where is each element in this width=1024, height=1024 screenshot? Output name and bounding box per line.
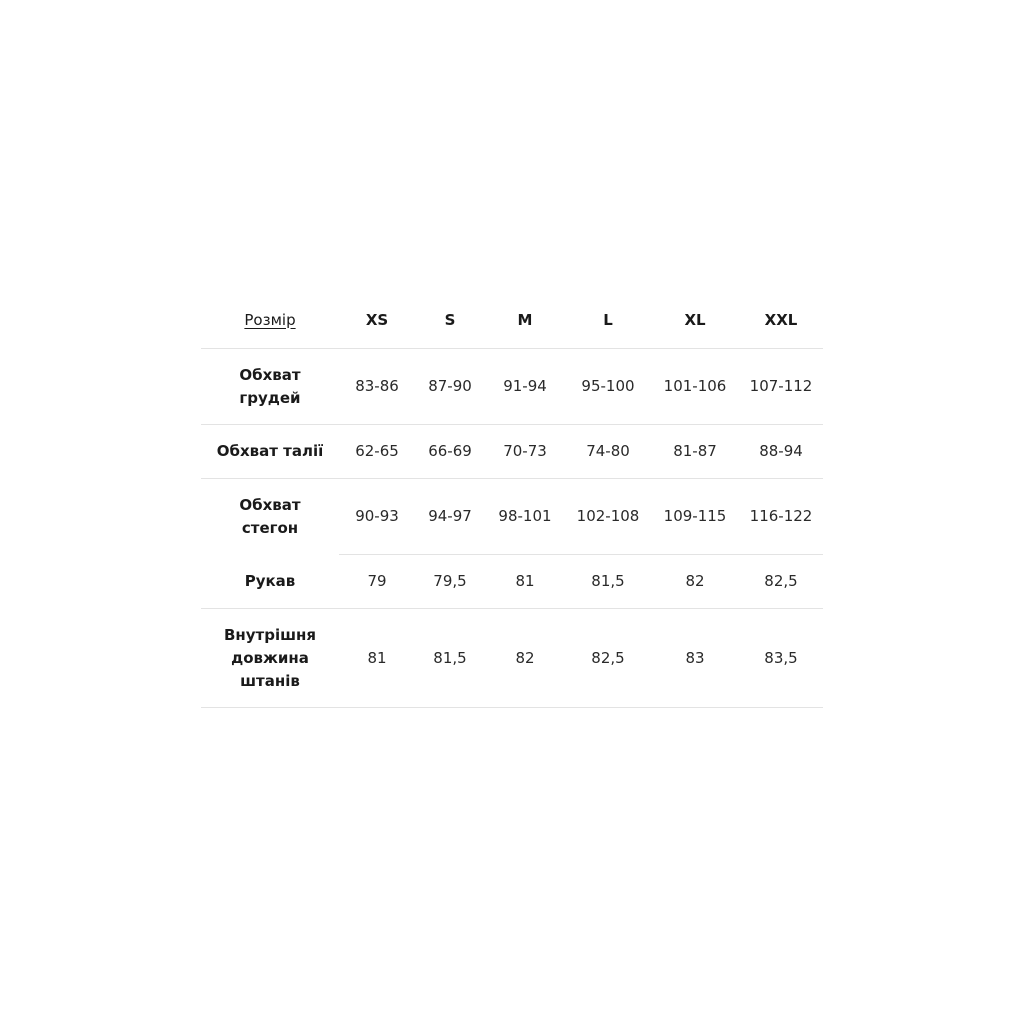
row-label-sleeve: Рукав (201, 555, 339, 609)
table-cell: 94-97 (415, 479, 485, 555)
table-cell: 79 (339, 555, 415, 609)
table-cell: 82 (485, 609, 565, 708)
table-cell: 74-80 (565, 425, 651, 479)
table-cell: 83 (651, 609, 739, 708)
table-row-waist (201, 425, 823, 479)
table-cell: 81,5 (565, 555, 651, 609)
size-guide-link[interactable]: Розмір (244, 310, 296, 329)
table-cell: 81 (485, 555, 565, 609)
size-chart-table (201, 292, 823, 708)
row-label-inseam: Внутрішня довжина штанів (201, 609, 339, 708)
table-cell: 70-73 (485, 425, 565, 479)
size-xs-header: XS (339, 292, 415, 349)
size-m-header: M (485, 292, 565, 349)
row-label-chest: Обхват грудей (201, 349, 339, 425)
table-cell: 95-100 (565, 349, 651, 425)
table-cell: 81 (339, 609, 415, 708)
table-cell: 107-112 (739, 349, 823, 425)
size-s-header: S (415, 292, 485, 349)
table-cell: 90-93 (339, 479, 415, 555)
table-cell: 102-108 (565, 479, 651, 555)
table-row-chest (201, 349, 823, 425)
row-label-waist: Обхват талії (201, 425, 339, 479)
table-cell: 82,5 (565, 609, 651, 708)
row-label-hips: Обхват стегон (239, 495, 301, 537)
size-xl-header: XL (651, 292, 739, 349)
header-row (201, 292, 823, 349)
table-row-sleeve (201, 555, 823, 609)
size-header-cell (201, 292, 339, 349)
table-cell: 62-65 (339, 425, 415, 479)
table-cell: 109-115 (651, 479, 739, 555)
table-cell: 101-106 (651, 349, 739, 425)
table-cell: 91-94 (485, 349, 565, 425)
size-l-header: L (565, 292, 651, 349)
size-xxl-header: XXL (739, 292, 823, 349)
table-cell: 81-87 (651, 425, 739, 479)
table-cell: 82 (651, 555, 739, 609)
table-cell: 83,5 (739, 609, 823, 708)
table-cell: 88-94 (739, 425, 823, 479)
table-cell: 81,5 (415, 609, 485, 708)
table-cell: 83-86 (339, 349, 415, 425)
table-cell: 82,5 (739, 555, 823, 609)
table-cell: 79,5 (415, 555, 485, 609)
table-row-inseam (201, 609, 823, 708)
table-cell: 66-69 (415, 425, 485, 479)
table-cell: 87-90 (415, 349, 485, 425)
table-row-hips (201, 479, 823, 555)
table-cell: 116-122 (739, 479, 823, 555)
table-cell: 98-101 (485, 479, 565, 555)
